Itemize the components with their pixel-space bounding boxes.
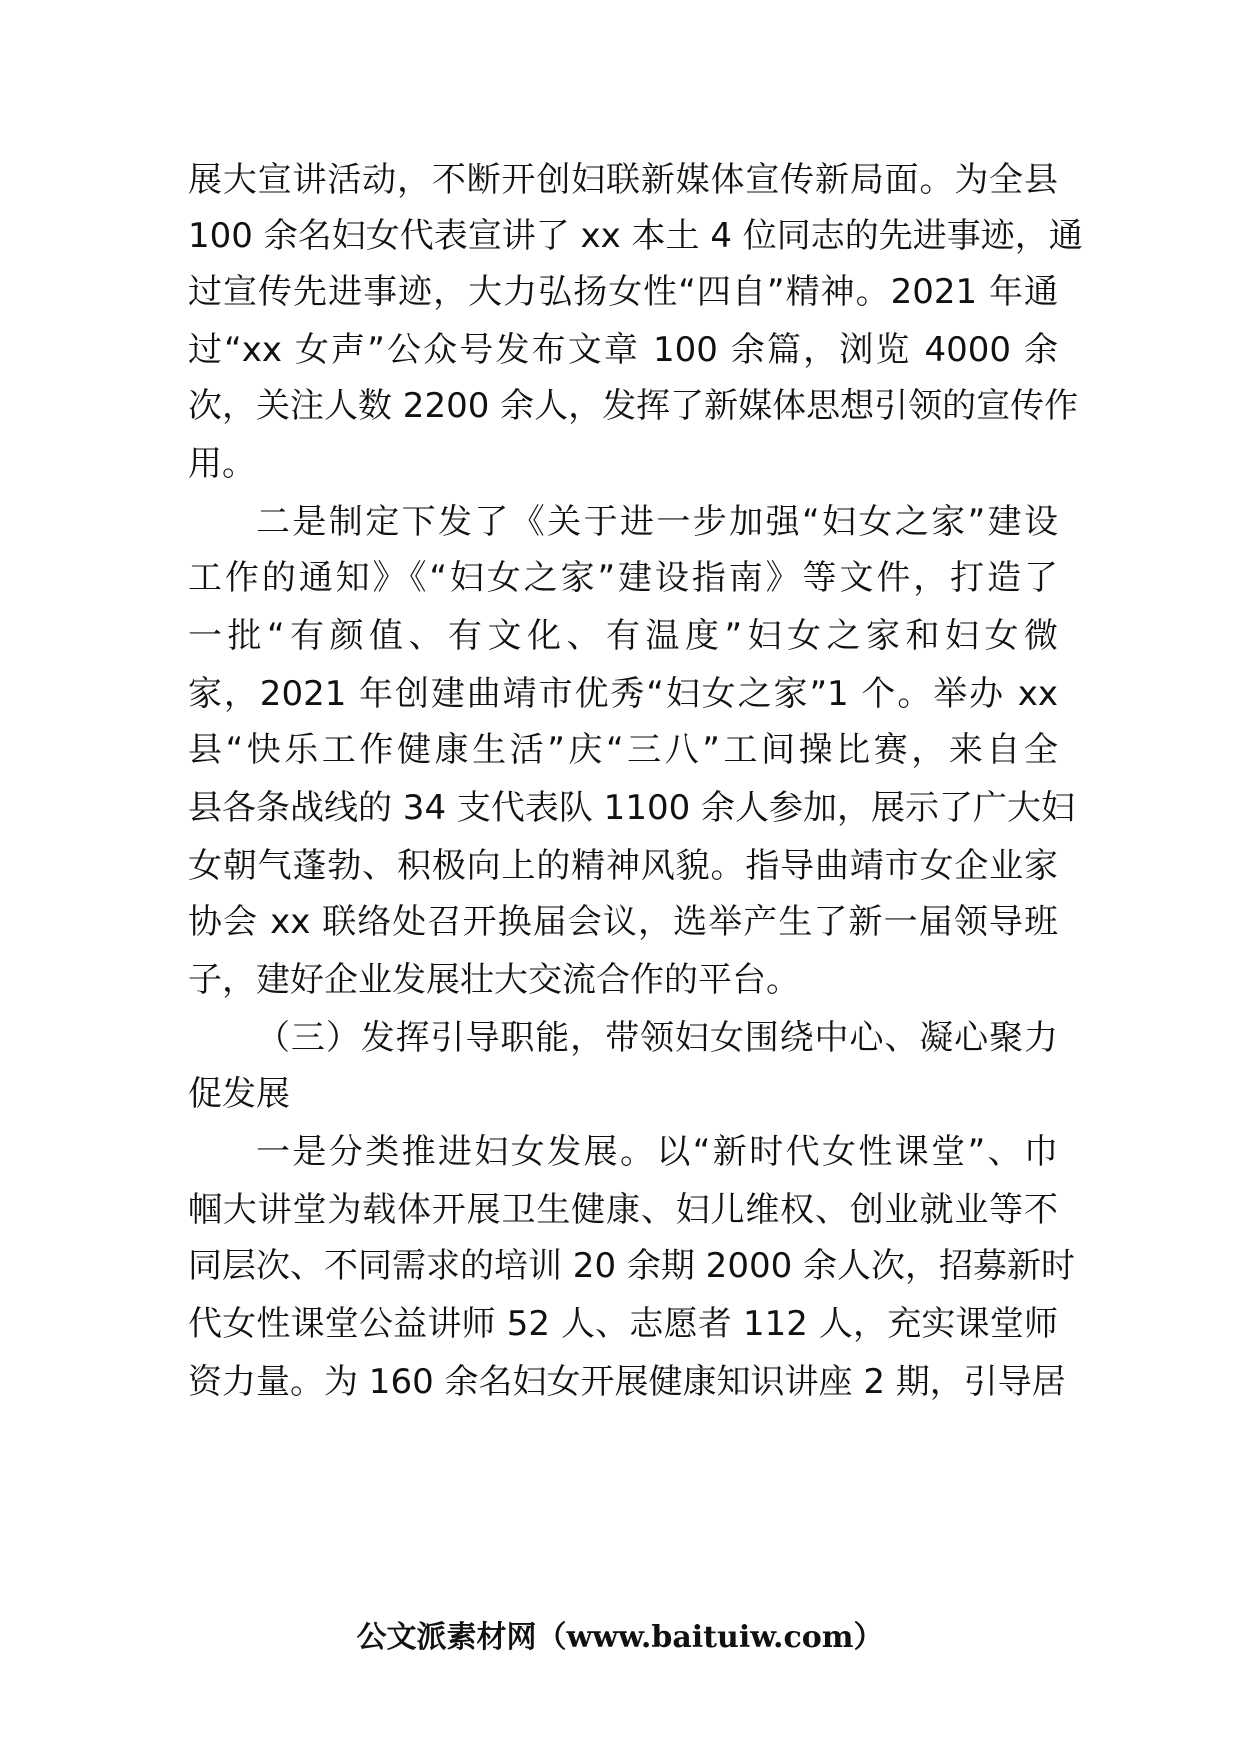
paragraph-3-line-3: 同层次、不同需求的培训 20 余期 2000 余人次，招募新时 [188, 1246, 1076, 1286]
body-line-3: 过宣传先进事迹，大力弘扬女性“四自”精神。2021 年通 [188, 272, 1058, 312]
paragraph-2-line-3: 一批“有颜值、有文化、有温度”妇女之家和妇女微 [188, 616, 1058, 656]
paragraph-3-line-5: 资力量。为 160 余名妇女开展健康知识讲座 2 期，引导居 [188, 1362, 1066, 1402]
section-heading-line-2: 促发展 [188, 1074, 290, 1114]
section-heading-line-1: （三）发挥引导职能，带领妇女围绕中心、凝心聚力 [256, 1018, 1058, 1058]
paragraph-2-line-1: 二是制定下发了《关于进一步加强“妇女之家”建设 [256, 502, 1058, 542]
paragraph-2-line-7: 女朝气蓬勃、积极向上的精神风貌。指导曲靖市女企业家 [188, 846, 1058, 886]
paragraph-2-line-8: 协会 xx 联络处召开换届会议，选举产生了新一届领导班 [188, 902, 1058, 942]
body-line-1: 展大宣讲活动，不断开创妇联新媒体宣传新局面。为全县 [188, 160, 1058, 200]
paragraph-2-line-6: 县各条战线的 34 支代表队 1100 余人参加，展示了广大妇 [188, 788, 1076, 828]
body-line-2: 100 余名妇女代表宣讲了 xx 本土 4 位同志的先进事迹，通 [188, 216, 1083, 256]
body-line-4: 过“xx 女声”公众号发布文章 100 余篇，浏览 4000 余 [188, 330, 1058, 370]
body-line-5: 次，关注人数 2200 余人，发挥了新媒体思想引领的宣传作 [188, 386, 1079, 426]
paragraph-2-line-5: 县“快乐工作健康生活”庆“三八”工间操比赛，来自全 [188, 730, 1058, 770]
paragraph-3-line-1: 一是分类推进妇女发展。以“新时代女性课堂”、巾 [256, 1132, 1058, 1172]
paragraph-3-line-4: 代女性课堂公益讲师 52 人、志愿者 112 人，充实课堂师 [188, 1304, 1058, 1344]
paragraph-2-line-2: 工作的通知》《“妇女之家”建设指南》等文件，打造了 [188, 558, 1058, 598]
paragraph-3-line-2: 帼大讲堂为载体开展卫生健康、妇儿维权、创业就业等不 [188, 1190, 1058, 1230]
page-footer-watermark: 公文派素材网（www.baituiw.com） [356, 1620, 884, 1655]
paragraph-2-line-9: 子，建好企业发展壮大交流合作的平台。 [188, 960, 800, 1000]
body-line-6: 用。 [188, 444, 256, 484]
paragraph-2-line-4: 家，2021 年创建曲靖市优秀“妇女之家”1 个。举办 xx [188, 674, 1058, 714]
